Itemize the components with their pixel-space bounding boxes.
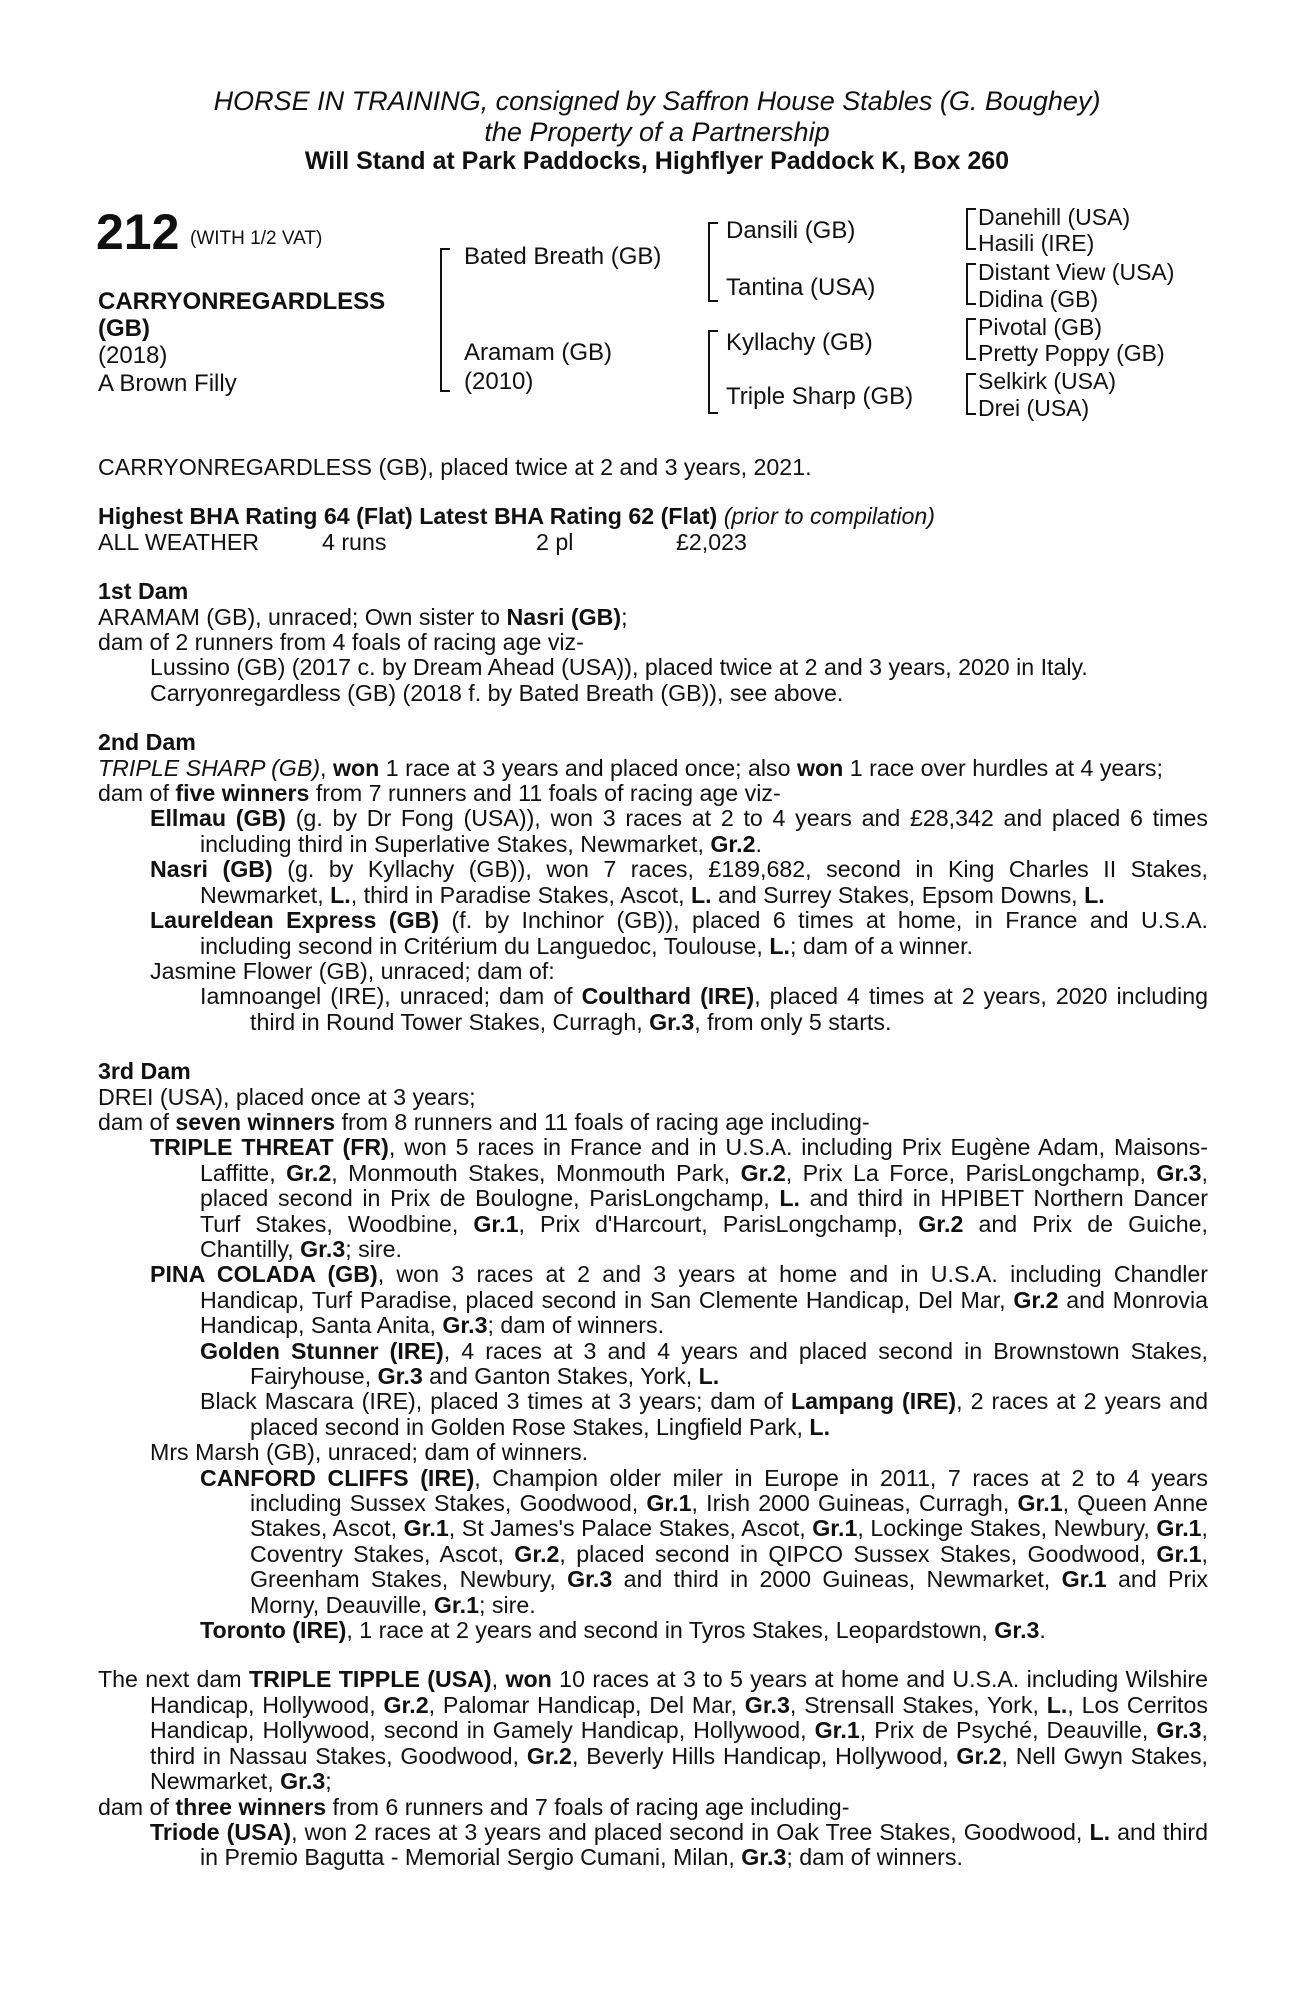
record-placed: 2 pl [536, 528, 574, 555]
horse-name: CARRYONREGARDLESS [98, 288, 386, 315]
record-earnings: £2,023 [676, 528, 747, 555]
dam2-heading: 2nd Dam [98, 729, 196, 756]
sire-sire: Dansili (GB) [726, 217, 856, 244]
lot-number: 212 [96, 204, 180, 260]
next-dam-produce-triode: Triode (USA), won 2 races at 3 years and placed second in Oak Tree Stakes, Goodwood, L. and third in Premio Bagutta - Memorial Sergio Cumani, Milan, Gr.3; dam of winners. [150, 1818, 1208, 1871]
dam3-produce-pina-colada: PINA COLADA (GB), won 3 races at 2 and 3 years at home and in U.S.A. including Chandler Handicap, Turf Paradise, placed second in San Clemente Handicap, Del Mar, Gr.2 and Monrovia Handicap, Santa Anita, Gr.3; dam of winners. [150, 1261, 1209, 1339]
pedigree-g4: Didina (GB) [978, 286, 1099, 312]
pedigree-brace-sire [708, 222, 718, 302]
sire-dam: Tantina (USA) [726, 274, 876, 301]
dam3-grandproduce-toronto: Toronto (IRE), 1 race at 2 years and second in Tyros Stakes, Leopardstown, Gr.3. [200, 1617, 1046, 1644]
dam2-produce-nasri: Nasri (GB) (g. by Kyllachy (GB)), won 7 races, £189,682, second in King Charles II Stakes, Newmarket, L., third in Paradise Stakes, Ascot, L. and Surrey Stakes, Epsom Downs, L. [150, 856, 1209, 908]
horse-description: A Brown Filly [98, 370, 237, 397]
pedigree-g1: Danehill (USA) [978, 204, 1131, 230]
pedigree-g2: Hasili (IRE) [978, 230, 1095, 256]
dam3-grandproduce-black-mascara: Black Mascara (IRE), placed 3 times at 3 years; dam of Lampang (IRE), 2 races at 2 years and placed second in Golden Rose Stakes, Lingfield Park, L. [200, 1388, 1208, 1440]
pedigree-g5: Pivotal (GB) [978, 314, 1102, 340]
dam-dam: Triple Sharp (GB) [726, 383, 914, 410]
property-line: the Property of a Partnership [484, 117, 830, 147]
pedigree-brace-g3 [966, 318, 976, 360]
dam3-heading: 3rd Dam [98, 1058, 191, 1085]
dam: Aramam (GB) [464, 339, 613, 366]
pedigree-brace-g1 [966, 208, 976, 250]
pedigree-g3: Distant View (USA) [978, 259, 1175, 285]
catalogue-body [98, 455, 1208, 1871]
record-runs: 4 runs [322, 528, 387, 555]
dam3-line1: DREI (USA), placed once at 3 years; [98, 1083, 476, 1110]
dam-sire: Kyllachy (GB) [726, 329, 873, 356]
dam1-produce-2: Carryonregardless (GB) (2018 f. by Bated Breath (GB)), see above. [150, 679, 844, 706]
summary-line: CARRYONREGARDLESS (GB), placed twice at 2 and 3 years, 2021. [98, 454, 812, 480]
rating-note: (prior to compilation) [723, 503, 936, 530]
horse-year: (2018) [98, 342, 168, 369]
pedigree-g8: Drei (USA) [978, 395, 1090, 421]
dam3-produce-triple-threat: TRIPLE THREAT (FR), won 5 races in France and in U.S.A. including Prix Eugène Adam, Maisons-Laffitte, Gr.2, Monmouth Stakes, Monmouth Park, Gr.2, Prix La Force, ParisLongchamp, Gr.3, placed second in Prix de Boulogne, ParisLongchamp, L. and third in HPIBET Northern Dancer Turf Stakes, Woodbine, Gr.1, Prix d'Harcourt, ParisLongchamp, Gr.2 and Prix de Guiche, Chantilly, Gr.3; sire. [150, 1134, 1209, 1262]
dam2-produce-laureldean: Laureldean Express (GB) (f. by Inchinor (GB)), placed 6 times at home, in France and U.S.A. including second in Critérium du Languedoc, Toulouse, L.; dam of a winner. [150, 907, 1208, 959]
sire: Bated Breath (GB) [464, 243, 662, 270]
dam-year: (2010) [464, 368, 534, 395]
dam3-grandproduce-canford-cliffs: CANFORD CLIFFS (IRE), Champion older miler in Europe in 2011, 7 races at 2 to 4 years including Sussex Stakes, Goodwood, Gr.1, Irish 2000 Guineas, Curragh, Gr.1, Queen Anne Stakes, Ascot, Gr.1, St James's Palace Stakes, Ascot, Gr.1, Lockinge Stakes, Newbury, Gr.1, Coventry Stakes, Ascot, Gr.2, placed second in QIPCO Sussex Stakes, Goodwood, Gr.1, Greenham Stakes, Newbury, Gr.3 and third in 2000 Guineas, Newmarket, Gr.1 and Prix Morny, Deauville, Gr.1; sire. [200, 1464, 1208, 1618]
pedigree-brace-main [440, 248, 450, 392]
next-dam-line2: dam of three winners from 6 runners and 7 foals of racing age including- [98, 1793, 850, 1820]
rating-line [98, 504, 1208, 529]
next-dam-paragraph: The next dam TRIPLE TIPPLE (USA), won 10 races at 3 to 5 years at home and U.S.A. including Wilshire Handicap, Hollywood, Gr.2, Palomar Handicap, Del Mar, Gr.3, Strensall Stakes, York, L., Los Cerritos Handicap, Hollywood, second in Gamely Handicap, Hollywood, Gr.1, Prix de Psyché, Deauville, Gr.3, third in Nassau Stakes, Goodwood, Gr.2, Beverly Hills Handicap, Hollywood, Gr.2, Nell Gwyn Stakes, Newmarket, Gr.3; [98, 1666, 1209, 1795]
horse-country: (GB) [98, 315, 150, 342]
vat-note: (WITH 1/2 VAT) [190, 228, 323, 249]
dam2-produce-ellmau: Ellmau (GB) (g. by Dr Fong (USA)), won 3 races at 2 to 4 years and £28,342 and placed 6 times including third in Superlative Stakes, Newmarket, Gr.2. [150, 805, 1208, 857]
record-surface: ALL WEATHER [98, 528, 260, 555]
dam1-produce-1: Lussino (GB) (2017 c. by Dream Ahead (USA)), placed twice at 2 and 3 years, 2020 in Italy. [150, 654, 1088, 681]
location-line: Will Stand at Park Paddocks, Highflyer Paddock K, Box 260 [304, 147, 1010, 175]
dam2-line2: dam of five winners from 7 runners and 11 foals of racing age viz- [98, 780, 781, 807]
dam2-produce-jasmine: Jasmine Flower (GB), unraced; dam of: [150, 957, 555, 984]
dam1-heading: 1st Dam [98, 578, 189, 605]
dam1-line2: dam of 2 runners from 4 foals of racing age viz- [98, 629, 584, 656]
pedigree-g7: Selkirk (USA) [978, 368, 1117, 394]
consignor-line: HORSE IN TRAINING, consigned by Saffron House Stables (G. Boughey) [213, 86, 1101, 116]
rating-text: Highest BHA Rating 64 (Flat) Latest BHA Rating 62 (Flat) [98, 503, 718, 530]
pedigree-g6: Pretty Poppy (GB) [978, 340, 1165, 366]
pedigree-brace-dam [708, 330, 718, 414]
pedigree-brace-g4 [966, 373, 976, 415]
dam2-grandproduce-iamnoangel: Iamnoangel (IRE), unraced; dam of Coulthard (IRE), placed 4 times at 2 years, 2020 including third in Round Tower Stakes, Curragh, Gr.3, from only 5 starts. [200, 983, 1208, 1035]
dam2-line1: TRIPLE SHARP (GB), won 1 race at 3 years and placed once; also won 1 race over hurdles at 4 years; [98, 754, 1163, 781]
dam3-grandproduce-golden-stunner: Golden Stunner (IRE), 4 races at 3 and 4 years and placed second in Brownstown Stakes, Fairyhouse, Gr.3 and Ganton Stakes, York, L. [200, 1337, 1208, 1389]
pedigree-brace-g2 [966, 263, 976, 305]
record-line [98, 530, 1208, 555]
dam3-line2: dam of seven winners from 8 runners and 11 foals of racing age including- [98, 1108, 870, 1135]
dam3-produce-mrs-marsh: Mrs Marsh (GB), unraced; dam of winners. [150, 1439, 589, 1466]
dam1-line1: ARAMAM (GB), unraced; Own sister to Nasri (GB); [98, 603, 628, 630]
